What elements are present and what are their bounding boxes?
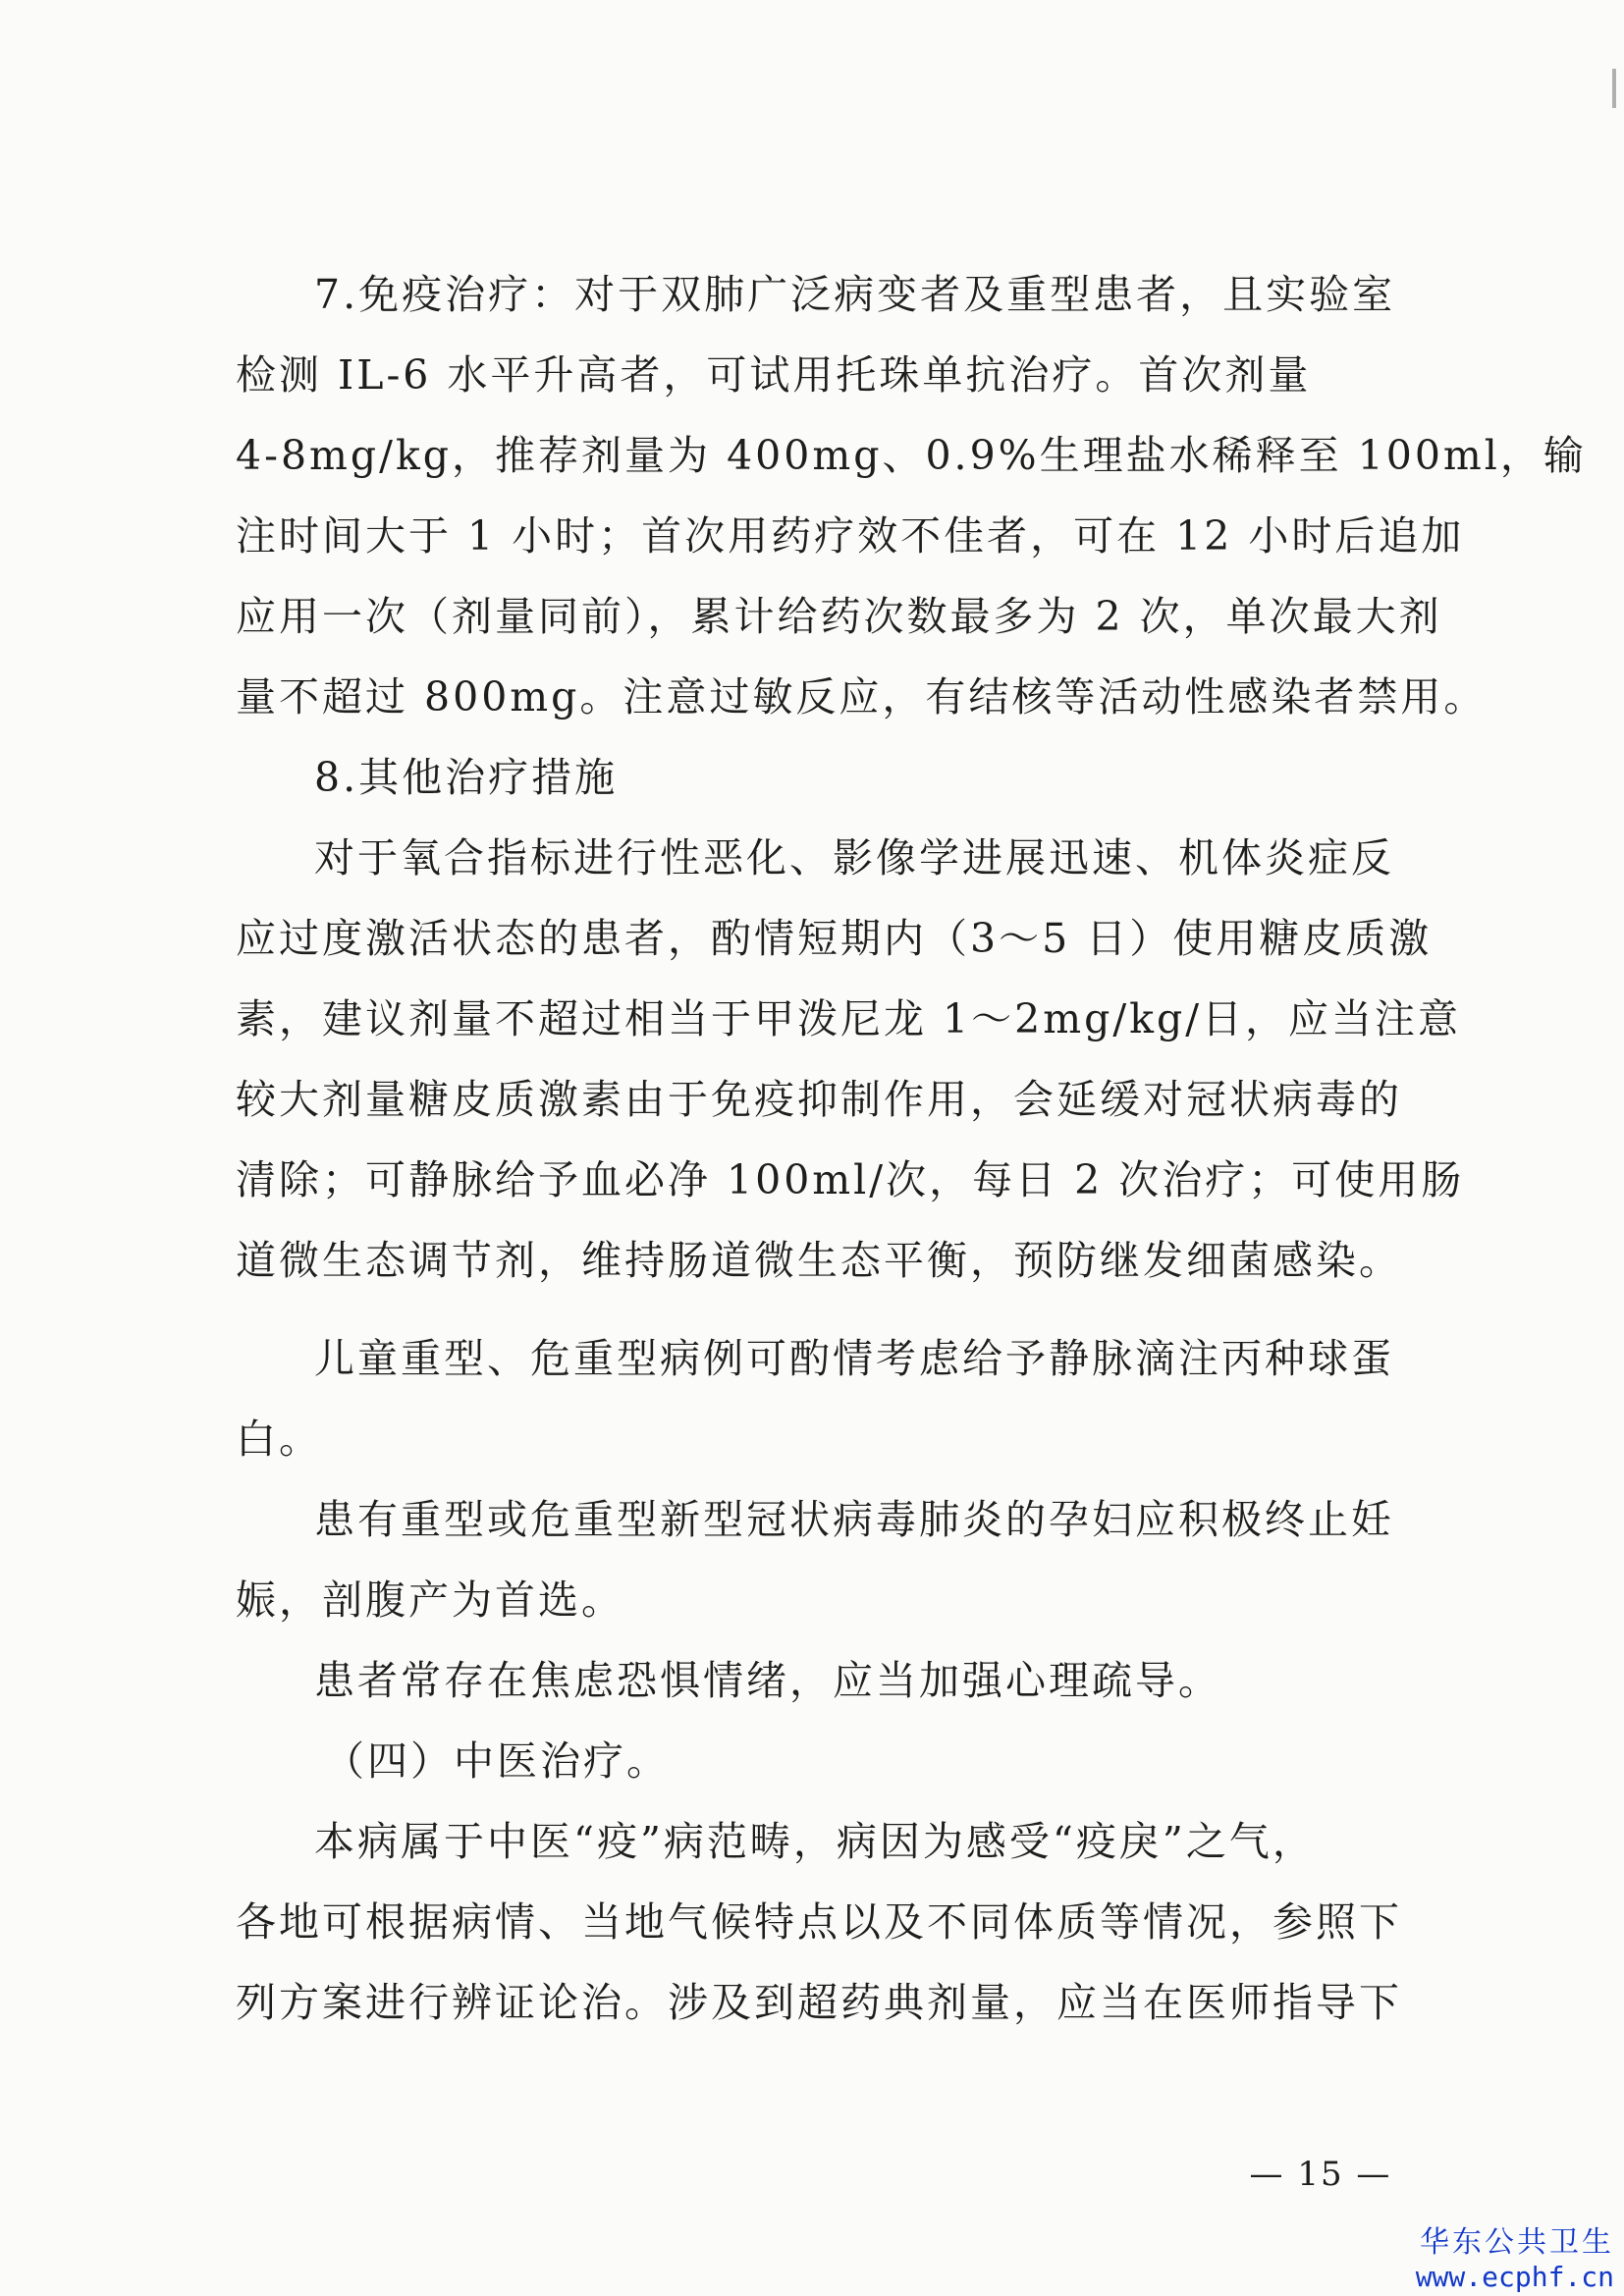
text-line: 素，建议剂量不超过相当于甲泼尼龙 1～2mg/kg/日，应当注意 bbox=[236, 995, 1462, 1042]
text-line: 量不超过 800mg。注意过敏反应，有结核等活动性感染者禁用。 bbox=[236, 673, 1488, 721]
text-line: 各地可根据病情、当地气候特点以及不同体质等情况，参照下 bbox=[236, 1898, 1402, 1946]
text-line: 应过度激活状态的患者，酌情短期内（3～5 日）使用糖皮质激 bbox=[236, 915, 1433, 962]
text-line: 清除；可静脉给予血必净 100ml/次，每日 2 次治疗；可使用肠 bbox=[236, 1156, 1465, 1203]
text-line: 娠，剖腹产为首选。 bbox=[236, 1576, 624, 1624]
text-line: 较大剂量糖皮质激素由于免疫抑制作用，会延缓对冠状病毒的 bbox=[236, 1076, 1402, 1123]
text-line: 患者常存在焦虑恐惧情绪，应当加强心理疏导。 bbox=[314, 1657, 1221, 1704]
text-line: 儿童重型、危重型病例可酌情考虑给予静脉滴注丙种球蛋 bbox=[314, 1335, 1394, 1382]
text-line: 应用一次（剂量同前），累计给药次数最多为 2 次，单次最大剂 bbox=[236, 593, 1442, 640]
scan-edge-mark bbox=[1612, 69, 1616, 108]
section-heading: 8.其他治疗措施 bbox=[314, 754, 619, 801]
text-line: 道微生态调节剂，维持肠道微生态平衡，预防继发细菌感染。 bbox=[236, 1237, 1402, 1284]
text-line: 列方案进行辨证论治。涉及到超药典剂量，应当在医师指导下 bbox=[236, 1979, 1402, 2026]
text-line: 注时间大于 1 小时；首次用药疗效不佳者，可在 12 小时后追加 bbox=[236, 512, 1465, 560]
text-line: 检测 IL-6 水平升高者，可试用托珠单抗治疗。首次剂量 bbox=[236, 351, 1312, 399]
text-line: 对于氧合指标进行性恶化、影像学进展迅速、机体炎症反 bbox=[314, 834, 1394, 881]
watermark-name: 华东公共卫生 bbox=[1420, 2225, 1614, 2260]
text-line: 7.免疫治疗：对于双肺广泛病变者及重型患者，且实验室 bbox=[314, 271, 1396, 318]
section-heading: （四）中医治疗。 bbox=[324, 1737, 670, 1785]
watermark-url: www.ecphf.cn bbox=[1415, 2261, 1614, 2293]
text-line: 4-8mg/kg，推荐剂量为 400mg、0.9%生理盐水稀释至 100ml，输 bbox=[236, 432, 1587, 479]
text-line: 患有重型或危重型新型冠状病毒肺炎的孕妇应积极终止妊 bbox=[314, 1496, 1394, 1543]
text-line: 本病属于中医“疫”病范畴，病因为感受“疫戾”之气， bbox=[314, 1818, 1316, 1865]
text-line: 白。 bbox=[236, 1415, 322, 1463]
page-number: — 15 — bbox=[1249, 2155, 1392, 2194]
